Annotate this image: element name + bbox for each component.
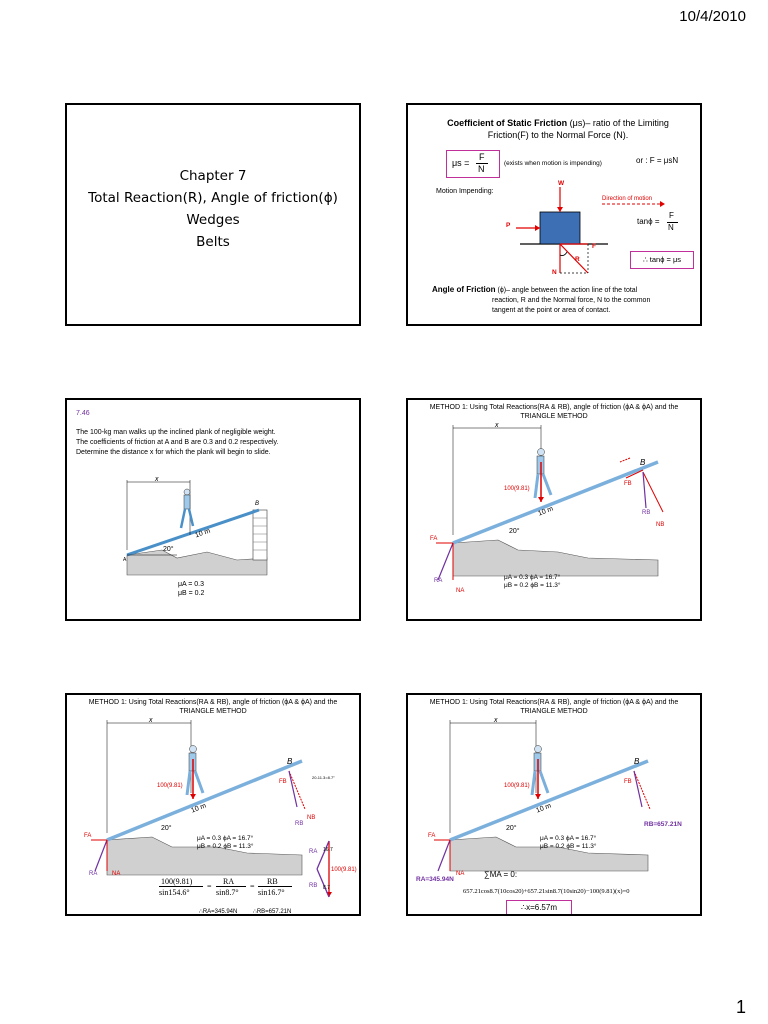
result-rb: ∴RB=657.21N	[253, 909, 292, 915]
angle-of-friction-text	[432, 285, 702, 316]
mu-line: μA = 0.3 ϕA = 16.7°	[197, 835, 254, 842]
problem-number: 7.46	[76, 410, 90, 417]
header-line: METHOD 1: Using Total Reactions(RA & RB), angle of friction (ϕA & ϕA) and the	[88, 699, 338, 706]
x-label: x	[149, 717, 153, 724]
mu-b: μB = 0.2	[178, 590, 205, 597]
mu-phi-values	[197, 835, 253, 851]
mu-line: μB = 0.2 ϕB = 11.3°	[540, 843, 597, 850]
eq-num3: RB	[267, 877, 278, 886]
tan-den: N	[668, 223, 674, 232]
answer-box: ∴x=6.57m	[506, 900, 572, 916]
tan-num: F	[669, 211, 674, 220]
mu-phi-values	[504, 574, 560, 590]
fa-label: FA	[428, 833, 436, 839]
label-f: F	[592, 243, 596, 250]
page-number: 1	[735, 997, 746, 1017]
slide-1	[65, 103, 361, 326]
formula-lhs: μs =	[452, 158, 470, 168]
eq-num1: 100(9.81)	[161, 877, 193, 886]
na-label: NA	[456, 588, 465, 594]
formula-num: F	[479, 152, 485, 162]
plank-problem-diagram	[67, 400, 361, 621]
eq-num2: RA	[223, 877, 235, 886]
length-label: 10 m	[535, 802, 553, 815]
rb-label: RB	[642, 510, 651, 516]
weight-label: 100(9.81)	[504, 783, 530, 789]
weight-label: 100(9.81)	[157, 783, 183, 789]
mu-line: μA = 0.3 ϕA = 16.7°	[504, 574, 561, 581]
fa-label: FA	[84, 833, 92, 839]
result-ra: ∴RA=345.94N	[199, 909, 238, 915]
angle-line2: reaction, R and the Normal force, N to the common	[492, 297, 651, 304]
eq-den1: sin154.6°	[159, 888, 190, 897]
x-label: x	[155, 476, 159, 483]
header-line: METHOD 1: Using Total Reactions(RA & RB), angle of friction (ϕA & ϕA) and the	[429, 699, 679, 706]
x-label: x	[495, 422, 499, 429]
mu-line: μB = 0.2 ϕB = 11.3°	[504, 582, 561, 589]
mu-values	[178, 580, 204, 598]
mu-line: μB = 0.2 ϕB = 11.3°	[197, 843, 254, 850]
b-label: B	[287, 757, 293, 766]
triangle-weight-label: 100(9.81)	[331, 867, 357, 873]
b-label: B	[255, 501, 260, 507]
title-line: Chapter 7	[179, 168, 247, 184]
rb-value: RB=657.21N	[644, 821, 682, 828]
slide-4	[406, 398, 702, 621]
header-line: TRIANGLE METHOD	[520, 413, 588, 420]
title-line: Total Reaction(R), Angle of friction(ϕ)	[88, 190, 338, 206]
heading-bold: Coefficient of Static Friction	[447, 118, 568, 128]
triangle-rb-label: RB	[309, 883, 318, 889]
angle-line3: tangent at the point or area of contact.	[492, 307, 611, 314]
header-line: TRIANGLE METHOD	[179, 708, 247, 715]
ra-label: RA	[434, 578, 443, 584]
tan-phi-mu-box: ∴ tanϕ = μs	[630, 251, 694, 269]
length-label: 10 m	[190, 802, 208, 815]
length-label: 10 m	[537, 505, 555, 518]
slide-6	[406, 693, 702, 916]
weight-label: 100(9.81)	[504, 486, 530, 492]
ra-label: RA	[89, 871, 98, 877]
title-line: Wedges	[186, 212, 240, 228]
header-line: METHOD 1: Using Total Reactions(RA & RB), angle of friction (ϕA & ϕA) and the	[429, 404, 679, 411]
angle-bold: Angle of Friction	[432, 285, 496, 294]
nb-label: NB	[307, 815, 316, 821]
angle-rest: (ϕ)– angle between the action line of the total	[497, 287, 638, 294]
mu-line: μA = 0.3 ϕA = 16.7°	[540, 835, 597, 842]
label-w: W	[558, 180, 565, 187]
eq-den3: sin16.7°	[258, 888, 285, 897]
fb-label: FB	[624, 779, 632, 785]
fa-label: FA	[430, 536, 438, 542]
triangle-angle-bottom: 8.7	[323, 885, 330, 891]
header-date: 10/4/2010	[679, 8, 746, 25]
header-line: TRIANGLE METHOD	[520, 708, 588, 715]
triangle-angle-top: 16.7	[323, 847, 333, 853]
na-label: NA	[456, 871, 465, 877]
problem-line: The coefficients of friction at A and B are 0.3 and 0.2 respectively.	[76, 439, 279, 446]
chapter-title	[67, 165, 359, 253]
problem-line: The 100-kg man walks up the inclined plank of negligible weight.	[76, 429, 276, 436]
tan-phi-formula	[637, 211, 674, 232]
mu-phi-values	[540, 835, 596, 851]
exists-note: (exists when motion is impending)	[504, 160, 602, 167]
heading-line2: Friction(F) to the Normal Force (N).	[487, 130, 629, 140]
length-label: 10 m	[194, 527, 212, 540]
label-r: R	[575, 256, 580, 263]
label-n: N	[552, 269, 557, 276]
tan-lhs: tanϕ =	[637, 217, 660, 226]
x-label: x	[494, 717, 498, 724]
slide-3	[65, 398, 361, 621]
na-label: NA	[112, 871, 121, 877]
heading-rest: (μs)– ratio of the Limiting	[569, 118, 669, 128]
angle-label: 20°	[506, 825, 517, 832]
triangle-ra-label: RA	[309, 849, 318, 855]
slide-2	[406, 103, 702, 326]
b-label: B	[640, 458, 646, 467]
moment-equation: 657.21cos8.7(10cos20)+657.21sin8.7(10sin20)−100(9.81)(x)=0	[463, 888, 630, 895]
moment-equation-label: ∑MA = 0:	[484, 870, 518, 879]
fb-label: FB	[279, 779, 287, 785]
fb-label: FB	[624, 481, 632, 487]
mu-a: μA = 0.3	[178, 581, 205, 588]
angle-label: 20°	[509, 528, 520, 535]
ra-value: RA=345.94N	[416, 876, 454, 883]
rb-label: RB	[295, 821, 304, 827]
eq-den2: sin8.7°	[216, 888, 239, 897]
problem-line: Determine the distance x for which the plank will begin to slide.	[76, 449, 271, 456]
title-line: Belts	[196, 234, 230, 250]
slide-5: METHOD 1: Using Total Reactions(RA & RB), angle of friction (ϕA & ϕA) and the TRIANGLE METHOD x 100(9.81) 10 m 20° B 20-11.3=8.7° FB NB RB FA RA NA μA = 0.3 ϕA = 16.7° μB = 0.2 ϕB = 11.3° RA RB 16.7 8.7 100(9.81) 100(9.81) sin154.6° = RA sin8.7° = RB sin16.7° ∴RA=345.94N ∴RB=657.21N	[65, 693, 361, 916]
angle-label: 20°	[163, 546, 174, 553]
angle-label: 20°	[161, 825, 172, 832]
or-note: or : F = μsN	[636, 156, 679, 165]
a-label: A	[123, 557, 127, 563]
nb-label: NB	[656, 522, 665, 528]
direction-of-motion-label: Direction of motion	[602, 196, 653, 202]
angle-note: 20-11.3=8.7°	[312, 775, 335, 780]
formula-den: N	[478, 164, 485, 174]
b-label: B	[634, 757, 640, 766]
motion-impending-label: Motion Impending:	[436, 188, 494, 195]
label-p: P	[506, 222, 511, 229]
